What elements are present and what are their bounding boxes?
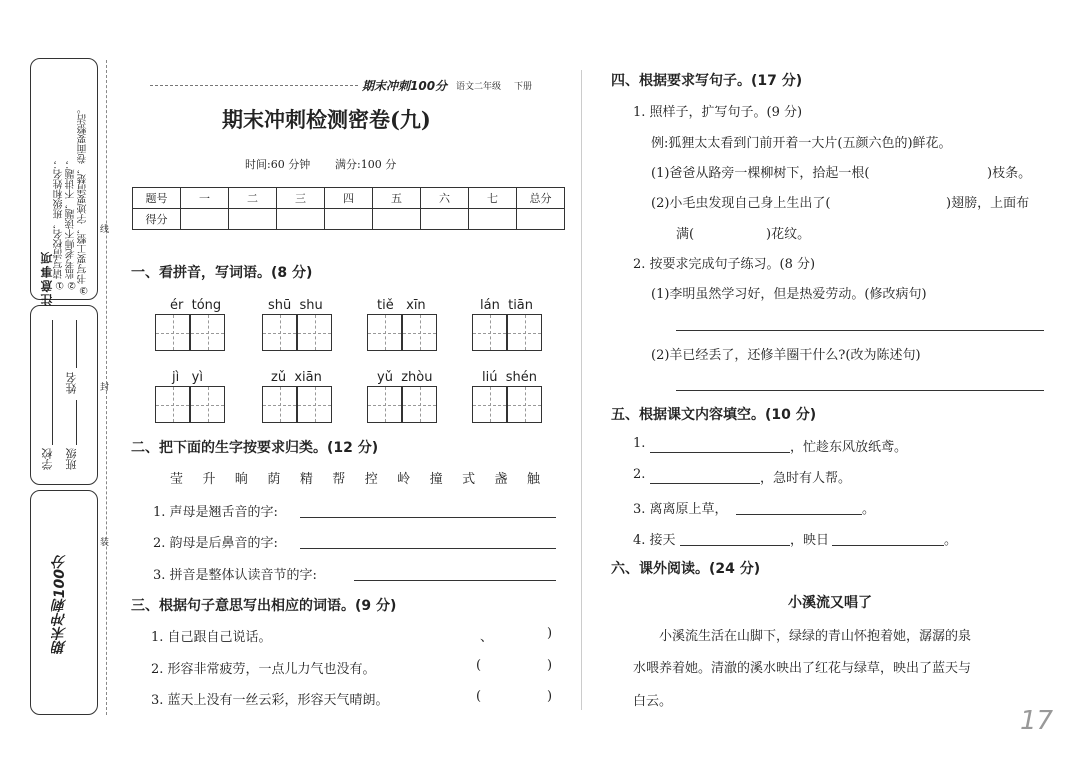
section-2-title: 二、把下面的生字按要求归类。(12 分) (131, 440, 379, 456)
char: 控 (364, 472, 378, 487)
tian-box[interactable] (190, 386, 225, 423)
column-divider (581, 70, 582, 710)
s4-a2-cont: 满( (676, 227, 695, 242)
page-title: 期末冲刺检测密卷(九) (222, 107, 431, 132)
tian-box[interactable] (262, 386, 297, 423)
tian-box[interactable] (297, 314, 332, 351)
bracket-close: ) (547, 626, 553, 641)
answer-line[interactable] (354, 580, 556, 581)
class-line (76, 400, 77, 445)
score-cell[interactable] (373, 209, 421, 230)
tian-box[interactable] (155, 386, 190, 423)
tian-box[interactable] (155, 314, 190, 351)
cut-mark-1: 线 (100, 225, 110, 235)
name-label: 姓名 (65, 372, 78, 394)
bracket-open: ( (476, 689, 482, 704)
s5-q4-text: 4. 接天 (633, 533, 676, 548)
score-head: 总分 (517, 188, 565, 209)
score-cell[interactable] (181, 209, 229, 230)
s4-part2: 2. 按要求完成句子练习。(8 分) (633, 257, 816, 272)
exam-full-score: 满分:100 分 (335, 158, 397, 171)
pinyin-7: yǔ zhòu (377, 370, 433, 385)
bracket-close: ) (547, 658, 553, 673)
school-label: 学校 (41, 448, 54, 470)
score-cell[interactable] (421, 209, 469, 230)
score-row-values (133, 209, 565, 230)
section-6-title: 六、课外阅读。(24 分) (611, 561, 761, 577)
section-3-title: 三、根据句子意思写出相应的词语。(9 分) (131, 598, 397, 614)
class-label: 班级 (65, 448, 78, 470)
s4-b1: (1)李明虽然学习好，但是热爱劳动。(修改病句) (651, 287, 927, 302)
pinyin-6: zǔ xiān (271, 370, 322, 385)
s4-a1-end: )枝条。 (987, 166, 1032, 181)
tian-box[interactable] (262, 314, 297, 351)
answer-line[interactable] (680, 545, 790, 546)
pinyin-2: shū shu (268, 298, 323, 313)
header-term: 下册 (514, 82, 533, 92)
score-row-headers (133, 188, 565, 209)
answer-line[interactable] (650, 452, 790, 453)
cut-mark-2: 封 (100, 383, 110, 393)
bracket-open: 、 (480, 630, 494, 645)
score-cell[interactable] (229, 209, 277, 230)
s4-b2: (2)羊已经丢了，还修羊圈干什么?(改为陈述句) (651, 348, 921, 363)
section-1-title: 一、看拼音，写词语。(8 分) (131, 265, 313, 281)
strip-brand: 期末冲刺100分 (52, 555, 68, 655)
answer-line[interactable] (736, 514, 862, 515)
section-5-title: 五、根据课文内容填空。(10 分) (611, 407, 817, 423)
header-brand: 期末冲刺100分 (362, 79, 448, 93)
notes-label: 注意事项 (40, 250, 54, 306)
score-cell[interactable] (517, 209, 565, 230)
cut-mark-3: 装 (100, 538, 110, 548)
s4-a2: (2)小毛虫发现自己身上生出了( (651, 196, 831, 211)
score-cell[interactable] (277, 209, 325, 230)
story-line-1: 小溪流生活在山脚下，绿绿的青山怀抱着她，潺潺的泉 (659, 629, 972, 644)
char: 岭 (397, 472, 411, 487)
char-row (170, 468, 540, 487)
s5-q3-text: 3. 离离原上草， (633, 502, 728, 517)
score-head: 七 (469, 188, 517, 209)
tian-box[interactable] (507, 386, 542, 423)
score-head: 五 (373, 188, 421, 209)
answer-line[interactable] (300, 548, 556, 549)
tian-box[interactable] (367, 314, 402, 351)
char: 晌 (234, 472, 248, 487)
char: 精 (299, 472, 313, 487)
pinyin-1: ér tóng (170, 298, 222, 313)
header-subject: 语文二年级 (456, 82, 502, 92)
answer-line[interactable] (650, 483, 760, 484)
char: 升 (202, 472, 216, 487)
char: 盏 (494, 472, 508, 487)
pinyin-5: jì yì (172, 370, 203, 385)
score-label: 得分 (133, 209, 181, 230)
tian-box[interactable] (367, 386, 402, 423)
score-head: 题号 (133, 188, 181, 209)
s5-q2-text: ，急时有人帮。 (760, 471, 852, 486)
note-2: ②监考老师不读题，不讲题； (66, 159, 77, 290)
bracket-open: ( (476, 658, 482, 673)
s5-q3-end: 。 (862, 502, 876, 517)
score-head: 三 (277, 188, 325, 209)
section-4-title: 四、根据要求写句子。(17 分) (611, 73, 803, 89)
char: 莹 (170, 472, 184, 487)
pinyin-3: tiě xīn (377, 298, 426, 313)
s2-q3: 3. 拼音是整体认读音节的字: (153, 568, 317, 583)
char: 式 (462, 472, 476, 487)
note-1: ①请写清校名，班级和姓名； (54, 159, 65, 290)
tian-box[interactable] (507, 314, 542, 351)
score-cell[interactable] (469, 209, 517, 230)
tian-box[interactable] (402, 314, 437, 351)
s5-q4-end: 。 (944, 533, 958, 548)
pinyin-4: lán tiān (480, 298, 534, 313)
tian-box[interactable] (472, 386, 507, 423)
score-head: 一 (181, 188, 229, 209)
tian-box[interactable] (472, 314, 507, 351)
s2-q1: 1. 声母是翘舌音的字: (153, 505, 278, 520)
answer-line[interactable] (300, 517, 556, 518)
answer-line[interactable] (832, 545, 944, 546)
answer-line[interactable] (676, 390, 1044, 391)
tian-box[interactable] (297, 386, 332, 423)
header-rule (150, 85, 358, 86)
s2-q2: 2. 韵母是后鼻音的字: (153, 536, 278, 551)
s4-a1: (1)爸爸从路旁一棵柳树下，拾起一根( (651, 166, 870, 181)
s5-q2-num: 2. (633, 467, 646, 482)
s5-q1-text: ，忙趁东风放纸鸢。 (790, 440, 908, 455)
s4-part1: 1. 照样子，扩写句子。(9 分) (633, 105, 803, 120)
s5-q1-num: 1. (633, 436, 646, 451)
bracket-close: ) (547, 689, 553, 704)
page-number: 17 (1020, 706, 1054, 736)
score-head: 二 (229, 188, 277, 209)
s3-q1: 1. 自己跟自己说话。 (151, 630, 272, 645)
score-cell[interactable] (325, 209, 373, 230)
char: 撞 (429, 472, 443, 487)
score-table (132, 187, 565, 230)
s3-q3: 3. 蓝天上没有一丝云彩，形容天气晴朗。 (151, 693, 389, 708)
score-head: 六 (421, 188, 469, 209)
exam-time: 时间:60 分钟 (245, 158, 311, 171)
answer-line[interactable] (676, 330, 1044, 331)
score-head: 四 (325, 188, 373, 209)
tian-box[interactable] (402, 386, 437, 423)
s5-q4-mid: ，映日 (790, 533, 830, 548)
story-line-2: 水喂养着她。清澈的溪水映出了红花与绿草，映出了蓝天与 (633, 661, 972, 676)
tian-box[interactable] (190, 314, 225, 351)
story-line-3: 白云。 (633, 694, 673, 709)
note-3: ③书写要工整，字迹要清楚，卷面要整洁。 (78, 104, 89, 295)
s4-a2-cont-end: )花纹。 (766, 227, 811, 242)
s4-example: 例:狐狸太太看到门前开着一大片(五颜六色的)鲜花。 (651, 136, 952, 151)
story-title: 小溪流又唱了 (788, 595, 872, 611)
school-line (52, 320, 53, 445)
pinyin-8: liú shén (482, 370, 537, 385)
char: 触 (526, 472, 540, 487)
name-line (76, 320, 77, 368)
char: 帮 (332, 472, 346, 487)
char: 荫 (267, 472, 281, 487)
s4-a2-end: )翅膀，上面布 (946, 196, 1030, 211)
s3-q2: 2. 形容非常疲劳，一点儿力气也没有。 (151, 662, 376, 677)
